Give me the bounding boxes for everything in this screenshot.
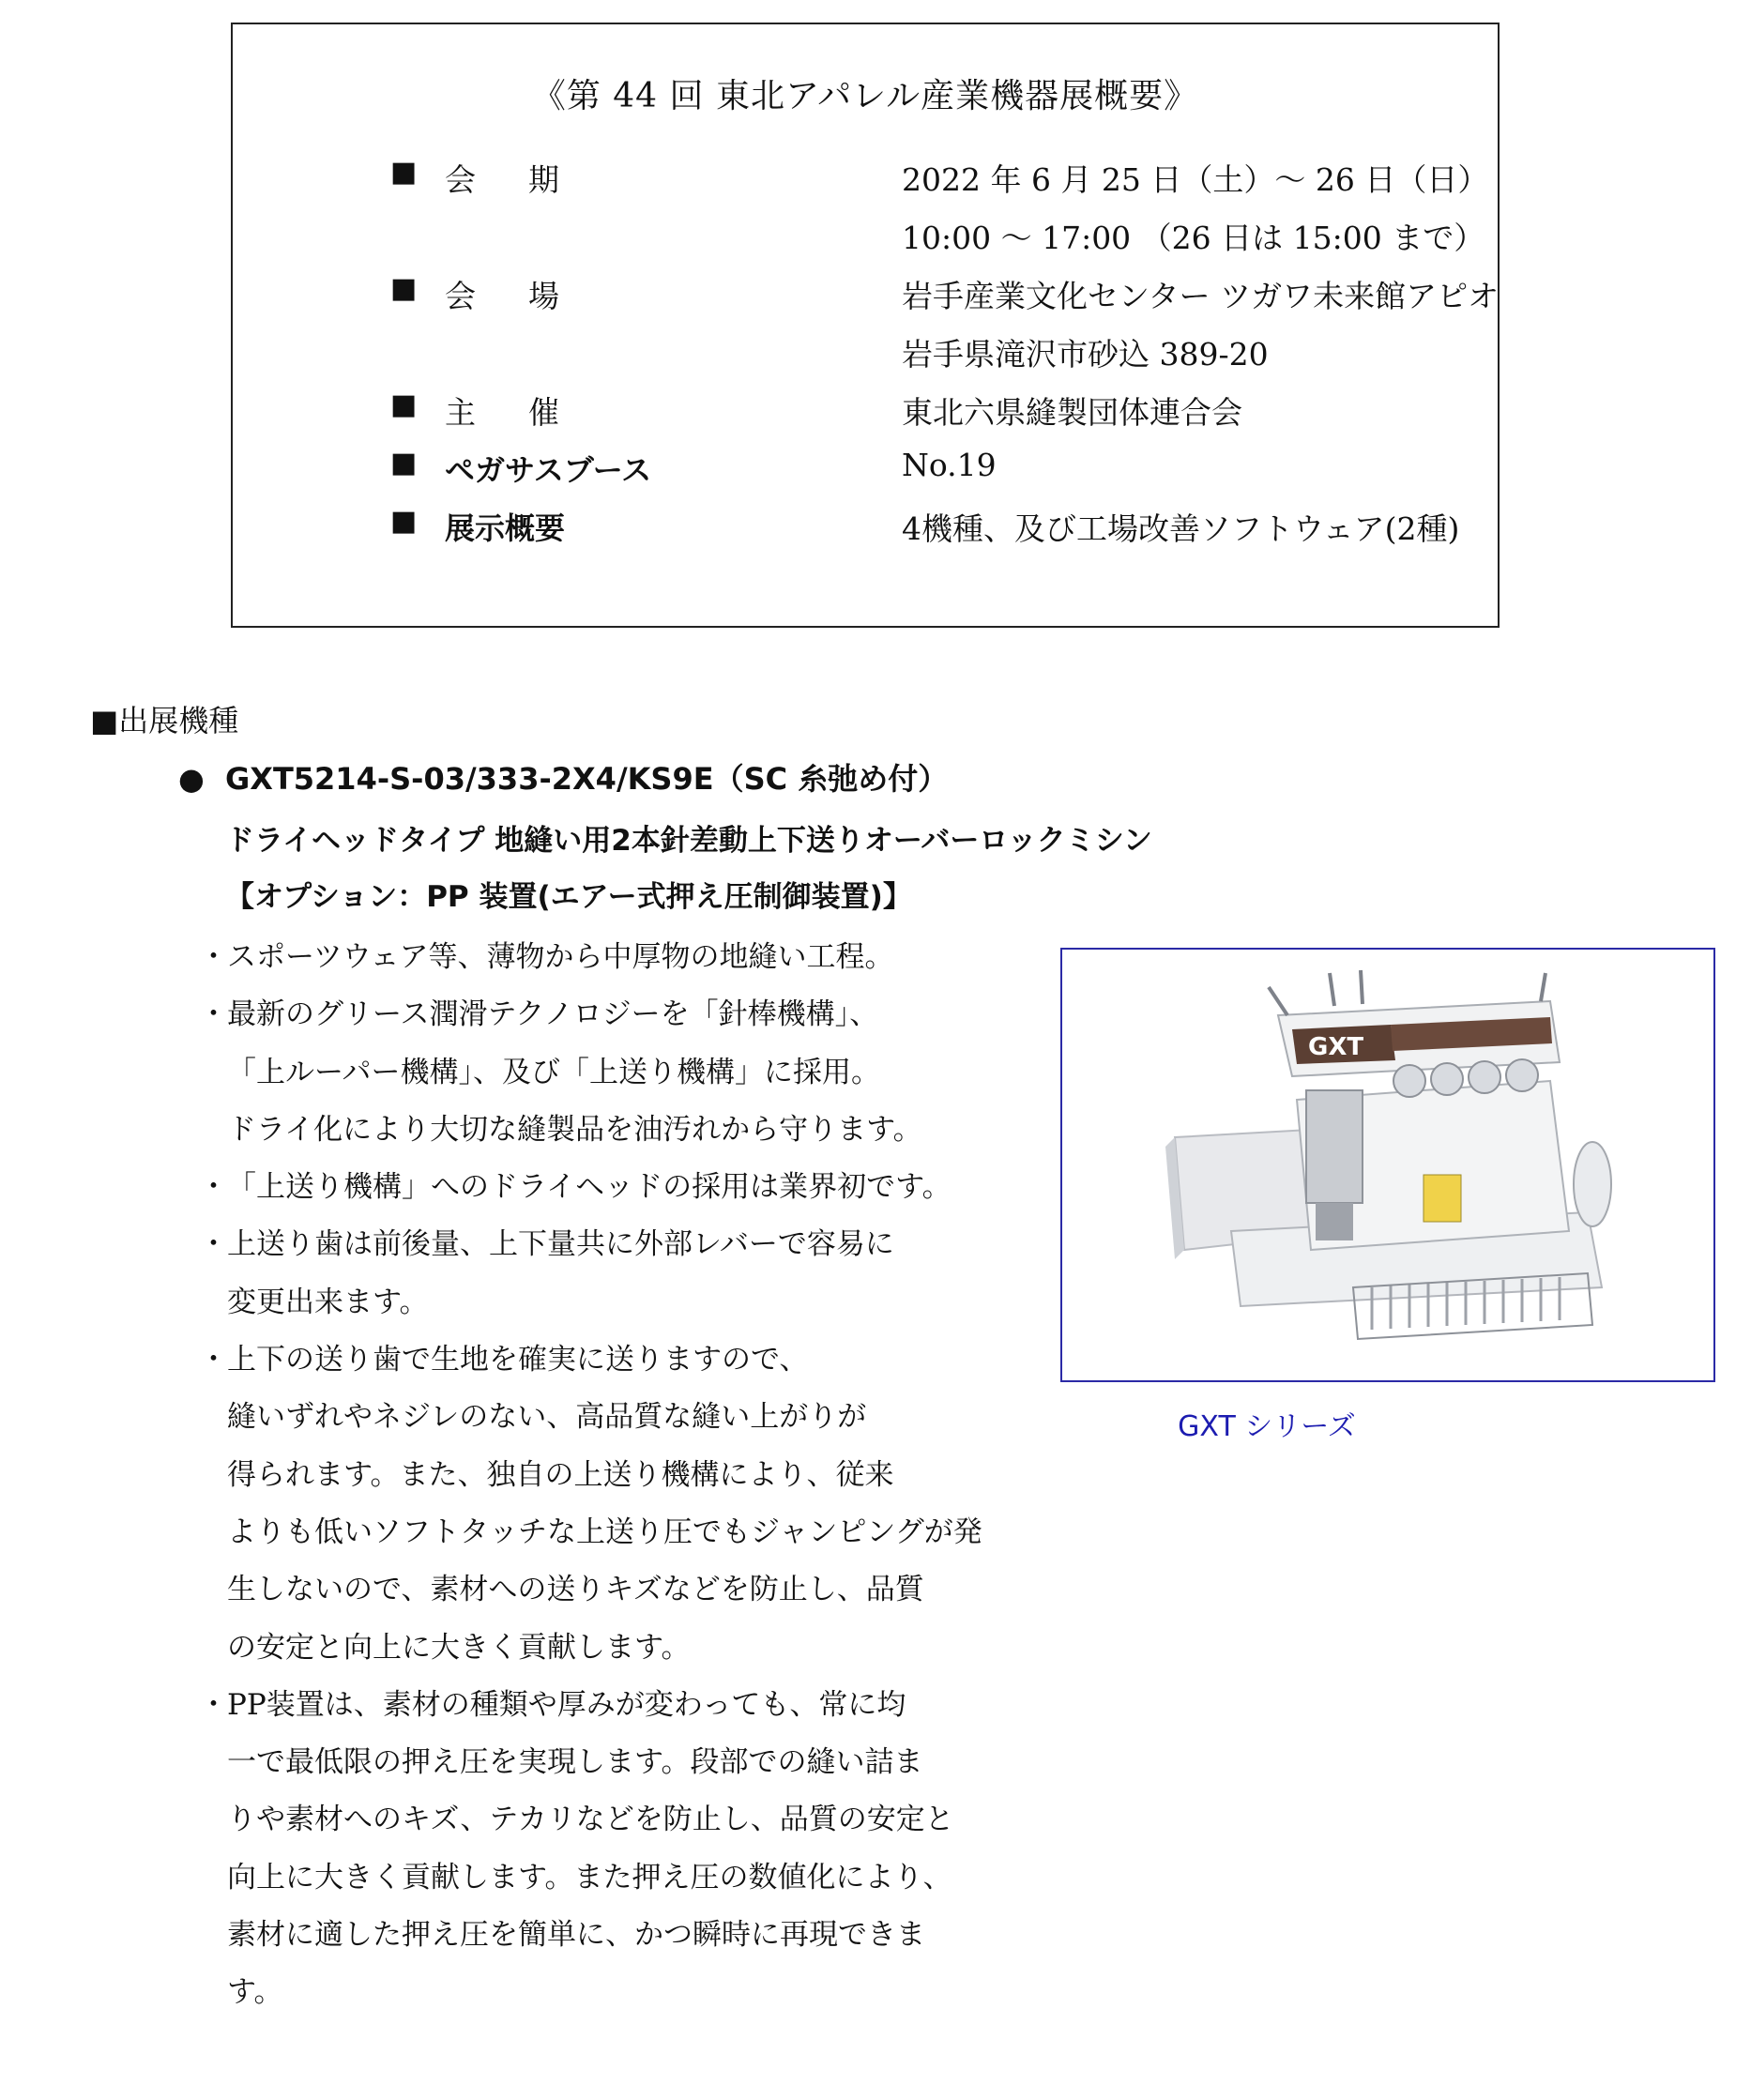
section-heading: ■出展機種	[90, 703, 239, 738]
feature-line: 縫いずれやネジレのない、高品質な縫い上がりが	[227, 1400, 867, 1435]
feature-line: す。	[227, 1975, 283, 2010]
feature-item	[199, 1159, 1043, 1216]
feature-line: 生しないので、素材への送りキズなどを防止し、品質	[227, 1573, 924, 1607]
feature-line: よりも低いソフトタッチな上送り圧でもジャンピングが発	[227, 1514, 982, 1549]
sewing-machine-illustration	[1062, 950, 1713, 1380]
feature-dot: ・	[199, 1343, 228, 1377]
exhibition-summary-box	[231, 23, 1500, 628]
booth-value: No.19	[902, 447, 997, 483]
feature-line: PP装置は、素材の種類や厚みが変わっても、常に均	[227, 1687, 906, 1722]
feature-item	[199, 929, 1043, 986]
feature-dot: ・	[199, 1227, 228, 1262]
model-line	[178, 755, 948, 799]
booth-label: ペガサスブース	[445, 452, 652, 488]
feature-list	[199, 929, 1043, 2022]
photo-caption: GXT シリーズ	[1178, 1410, 1356, 1443]
feature-item	[199, 1332, 1043, 1677]
venue-value: 岩手産業文化センター ツガワ未来館アピオ	[902, 278, 1500, 314]
square-bullet: ■	[390, 505, 418, 538]
summary-title: 《第 44 回 東北アパレル産業機器展概要》	[531, 77, 1199, 115]
feature-line: 得られます。また、独自の上送り機構により、従来	[227, 1457, 894, 1492]
square-bullet: ■	[390, 447, 418, 479]
feature-line: 変更出来ます。	[227, 1285, 429, 1319]
period-hours: 10:00 ～ 17:00 （26 日は 15:00 まで）	[902, 220, 1485, 256]
feature-line: 上下の送り歯で生地を確実に送りますので、	[227, 1343, 809, 1377]
exhibit-label: 展示概要	[445, 510, 566, 546]
venue-label: 会場	[445, 278, 612, 314]
venue-address: 岩手県滝沢市砂込 389-20	[902, 336, 1269, 373]
feature-line: 一で最低限の押え圧を実現します。段部での縫い詰ま	[227, 1745, 923, 1780]
feature-line: ドライ化により大切な縫製品を油汚れから守ります。	[227, 1112, 922, 1147]
period-label: 会期	[445, 161, 612, 198]
feature-dot: ・	[199, 1687, 228, 1722]
square-bullet: ■	[390, 272, 418, 305]
round-bullet: ●	[178, 761, 205, 797]
feature-item	[199, 1216, 1043, 1332]
feature-item	[199, 986, 1043, 1159]
feature-line: 上送り歯は前後量、上下量共に外部レバーで容易に	[227, 1227, 894, 1262]
feature-line: 「上ルーパー機構」、及び「上送り機構」に採用。	[227, 1055, 880, 1089]
model-description: ドライヘッドタイプ 地縫い用2本針差動上下送りオーバーロックミシン	[225, 824, 1152, 858]
square-bullet: ■	[390, 388, 418, 421]
host-label: 主催	[445, 394, 612, 431]
square-bullet: ■	[390, 156, 418, 189]
feature-line: 「上送り機構」へのドライヘッドの採用は業界初です。	[227, 1170, 952, 1205]
feature-line: 最新のグリース潤滑テクノロジーを「針棒機構」、	[227, 997, 879, 1032]
product-photo	[1060, 948, 1715, 1382]
gxt-logo: GXT	[1308, 1033, 1364, 1061]
model-option: 【オプション：PP 装置(エアー式押え圧制御装置)】	[225, 880, 912, 914]
feature-line: 素材に適した押え圧を簡単に、かつ瞬時に再現できま	[227, 1918, 925, 1953]
feature-line: の安定と向上に大きく貢献します。	[227, 1630, 691, 1665]
exhibit-value: 4機種、及び工場改善ソフトウェア(2種)	[902, 510, 1460, 547]
feature-item	[199, 1677, 1043, 2022]
feature-dot: ・	[199, 997, 228, 1032]
model-name: GXT5214-S-03/333-2X4/KS9E（SC 糸弛め付）	[225, 761, 949, 797]
period-value: 2022 年 6 月 25 日（土）～ 26 日（日）	[902, 161, 1489, 198]
feature-dot: ・	[199, 1170, 228, 1205]
feature-line: りや素材へのキズ、テカリなどを防止し、品質の安定と	[227, 1803, 954, 1837]
feature-line: 向上に大きく貢献します。また押え圧の数値化により、	[227, 1860, 952, 1895]
feature-line: スポーツウェア等、薄物から中厚物の地縫い工程。	[227, 940, 894, 974]
host-value: 東北六県縫製団体連合会	[902, 394, 1242, 431]
feature-dot: ・	[199, 940, 228, 974]
